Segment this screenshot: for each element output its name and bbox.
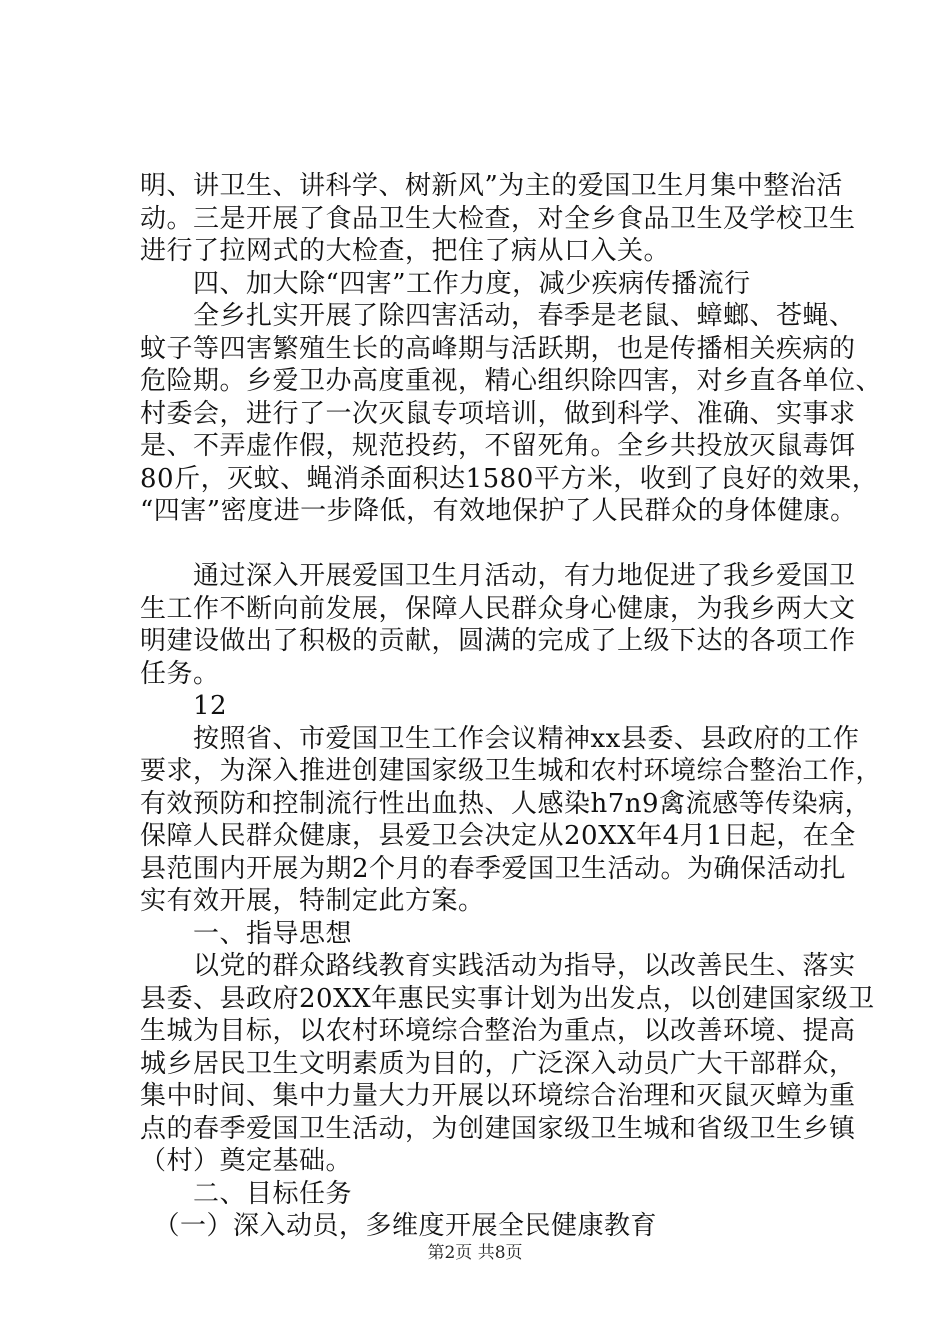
text-line: 危险期。乡爱卫办高度重视，精心组织除四害，对乡直各单位、 — [140, 366, 883, 396]
text-line: “四害”密度进一步降低，有效地保护了人民群众的身体健康。 — [140, 496, 857, 526]
text-line: 进行了拉网式的大检查，把住了病从口入关。 — [140, 236, 671, 266]
text-line: 明建设做出了积极的贡献，圆满的完成了上级下达的各项工作 — [140, 626, 856, 656]
text-line: 四、加大除“四害”工作力度，减少疾病传播流行 — [140, 268, 751, 299]
text-line: 实有效开展，特制定此方案。 — [140, 886, 485, 916]
text-line: （一）深入动员，多维度开展全民健康教育 — [140, 1211, 658, 1241]
text-line: 是、不弄虚作假，规范投药，不留死角。全乡共投放灭鼠毒饵 — [140, 431, 856, 461]
text-line: 有效预防和控制流行性出血热、人感染h7n9禽流感等传染病， — [140, 788, 872, 819]
paragraph-gap — [140, 528, 852, 561]
text-line: 点的春季爱国卫生活动，为创建国家级卫生城和省级卫生乡镇 — [140, 1113, 856, 1144]
text-line: 村委会，进行了一次灭鼠专项培训，做到科学、准确、实事求 — [140, 398, 856, 429]
document-body — [140, 170, 883, 1243]
text-line: 生工作不断向前发展，保障人民群众身心健康，为我乡两大文 — [140, 593, 856, 624]
text-line: （村）奠定基础。 — [140, 1146, 353, 1176]
text-line: 要求，为深入推进创建国家级卫生城和农村环境综合整治工作， — [140, 756, 883, 786]
text-line: 任务。 — [140, 658, 220, 689]
text-line: 城乡居民卫生文明素质为目的，广泛深入动员广大干部群众， — [140, 1048, 856, 1079]
text-line: 二、目标任务 — [140, 1178, 353, 1209]
text-line: 县委、县政府20XX年惠民实事计划为出发点，以创建国家级卫 — [140, 983, 875, 1014]
text-line: 以党的群众路线教育实践活动为指导，以改善民生、落实 — [140, 951, 856, 981]
text-line: 80斤，灭蚊、蝇消杀面积达1580平方米，收到了良好的效果， — [140, 463, 879, 494]
page-footer: 第2页 共8页 — [427, 1243, 523, 1263]
text-line: 保障人民群众健康，县爱卫会决定从20XX年4月1日起，在全 — [140, 821, 856, 851]
text-line: 12 — [140, 691, 228, 721]
text-line: 集中时间、集中力量大力开展以环境综合治理和灭鼠灭蟑为重 — [140, 1081, 856, 1111]
text-line: 通过深入开展爱国卫生月活动，有力地促进了我乡爱国卫 — [140, 561, 856, 591]
text-line: 蚊子等四害繁殖生长的高峰期与活跃期，也是传播相关疾病的 — [140, 333, 856, 364]
text-line: 动。三是开展了食品卫生大检查，对全乡食品卫生及学校卫生 — [140, 203, 856, 234]
text-line: 县范围内开展为期2个月的春季爱国卫生活动。为确保活动扎 — [140, 853, 847, 884]
text-line: 一、指导思想 — [140, 918, 353, 949]
text-line: 生城为目标，以农村环境综合整治为重点，以改善环境、提高 — [140, 1016, 856, 1046]
text-line: 按照省、市爱国卫生工作会议精神xx县委、县政府的工作 — [140, 723, 860, 754]
text-line: 全乡扎实开展了除四害活动，春季是老鼠、蟑螂、苍蝇、 — [140, 301, 856, 331]
text-line: 明、讲卫生、讲科学、树新风”为主的爱国卫生月集中整治活 — [140, 171, 843, 201]
